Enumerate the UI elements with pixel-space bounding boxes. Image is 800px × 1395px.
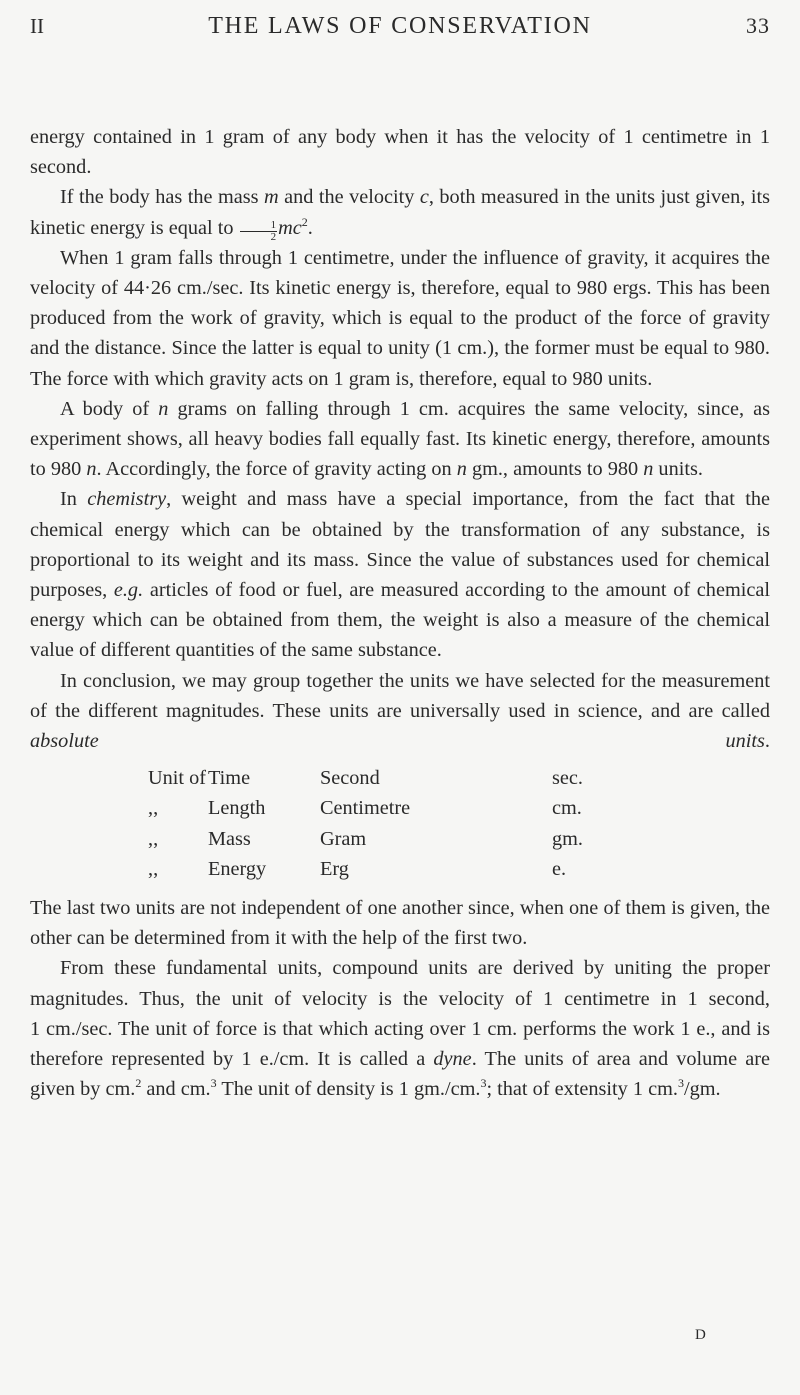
units-row: [148, 763, 612, 793]
chapter-number: II: [30, 14, 44, 38]
running-header: [30, 6, 770, 46]
running-title: THE LAWS OF CONSERVATION: [208, 13, 592, 39]
paragraph-absolute-units: In conclusion, we may group together the units we have selected for the measurement of the different magnitudes. These units are universally used in science, and are called absolute units.: [30, 669, 770, 753]
unit-name: Gram: [320, 827, 367, 850]
unit-name: Second: [320, 767, 380, 790]
paragraph-continued: energy contained in 1 gram of any body when it has the velocity of 1 centimetre in 1 second.: [30, 126, 770, 179]
units-row: [148, 793, 612, 823]
paragraph-n-grams: A body of n grams on falling through 1 cm. acquires the same velocity, since, as experiment shows, all heavy bodies fall equally fast. Its kinetic energy, therefore, amounts to 980 n. Accordingly, the force of gravity acting on n gm., amounts to 980 n units.: [30, 397, 770, 481]
page-body: [30, 122, 770, 1105]
unit-quantity: Energy: [208, 857, 267, 880]
paragraph-kinetic-energy: If the body has the mass m and the velocity c, both measured in the units just given, its kinetic energy is equal to $\frac{1}{2}$ $mc^2$.: [30, 186, 770, 243]
unit-quantity: Length: [208, 797, 266, 820]
paragraph-compound-units: From these fundamental units, compound units are derived by uniting the proper magnitudes. Thus, the unit of velocity is the velocity of 1 centimetre in 1 second, 1 cm./sec. The unit of force is that which acting over 1 cm. performs the work 1 e., and is therefore represented by 1 e./cm. It is called a dyne. The units of area and volume are given by cm.$^2$ and cm.$^3$ The unit of density is 1 gm./cm.$^3$; that of extensity 1 cm.$^3$/gm.: [30, 957, 771, 1101]
unit-abbreviation: e.: [552, 857, 567, 880]
unit-prefix: ,,: [148, 857, 159, 880]
unit-prefix: Unit of: [148, 767, 207, 790]
paragraph-independence: The last two units are not independent of one another since, when one of them is given, the other can be determined from it with the help of the first two.: [30, 897, 770, 950]
paragraph-chemistry: In chemistry, weight and mass have a special importance, from the fact that the chemical energy which can be obtained by the transformation of any substance, is proportional to its weight and its mass. Since the value of substances used for chemical purposes, e.g. articles of food or fuel, are measured according to the amount of chemical energy which can be obtained from them, the weight is also a measure of the chemical value of different quantities of the same substance.: [30, 488, 771, 662]
unit-name: Centimetre: [320, 797, 411, 820]
units-row: [148, 854, 612, 884]
units-row: [148, 824, 612, 854]
unit-quantity: Mass: [208, 827, 251, 850]
unit-prefix: ,,: [148, 827, 159, 850]
unit-quantity: Time: [208, 767, 251, 790]
unit-abbreviation: cm.: [552, 797, 582, 820]
units-table: [148, 763, 612, 884]
page-number: 33: [746, 13, 770, 38]
unit-prefix: ,,: [148, 797, 159, 820]
signature-mark: D: [695, 1327, 707, 1343]
paragraph-gravity-gram: When 1 gram falls through 1 centimetre, under the influence of gravity, it acquires the velocity of 44·26 cm./sec. Its kinetic energy is, therefore, equal to 980 ergs. This has been produced from the work of gravity, which is equal to the product of the force of gravity and the distance. Since the latter is equal to unity (1 cm.), the former must be equal to 980. The force with which gravity acts on 1 gram is, therefore, equal to 980 units.: [30, 246, 770, 390]
unit-name: Erg: [320, 857, 349, 880]
unit-abbreviation: sec.: [552, 767, 583, 790]
unit-abbreviation: gm.: [552, 827, 583, 850]
